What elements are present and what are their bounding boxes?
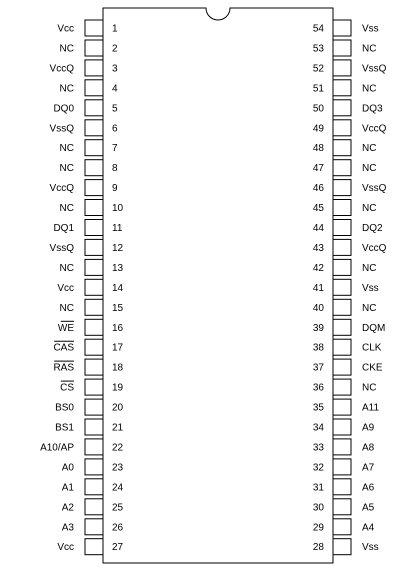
right-pin-name: A7 xyxy=(362,462,375,474)
left-pin-name: VssQ xyxy=(49,123,74,135)
right-pin-number: 28 xyxy=(312,542,324,554)
right-pin-box xyxy=(333,479,351,495)
right-pin-box xyxy=(333,439,351,455)
right-pin-box xyxy=(333,40,351,56)
right-pin-name: DQM xyxy=(362,322,386,334)
right-pin-name: NC xyxy=(362,143,377,155)
right-pin-name: A4 xyxy=(362,522,375,534)
left-pin-box xyxy=(85,499,103,515)
left-pin-name: DQ0 xyxy=(53,103,74,115)
left-pin-number: 22 xyxy=(112,442,124,454)
left-pin-number: 15 xyxy=(112,302,124,314)
right-pin-box xyxy=(333,100,351,116)
right-pin-name: Vss xyxy=(362,542,379,554)
right-pin-box xyxy=(333,499,351,515)
right-pin-box xyxy=(333,419,351,435)
right-pin-number: 51 xyxy=(312,83,324,95)
left-pin-box xyxy=(85,539,103,555)
left-pin-number: 16 xyxy=(112,322,124,334)
left-pin-box xyxy=(85,379,103,395)
left-pin-number: 23 xyxy=(112,462,124,474)
right-pin-number: 49 xyxy=(312,123,324,135)
right-pin-number: 54 xyxy=(312,23,324,35)
right-pin-box xyxy=(333,80,351,96)
left-pin-number: 19 xyxy=(112,382,124,394)
right-pin-box xyxy=(333,379,351,395)
right-pin-box xyxy=(333,359,351,375)
right-pin-box xyxy=(333,160,351,176)
left-pin-name: VssQ xyxy=(49,242,74,254)
left-pin-box xyxy=(85,339,103,355)
left-pin-name: NC xyxy=(59,83,74,95)
right-pin-name: NC xyxy=(362,83,377,95)
right-pin-number: 45 xyxy=(312,203,324,214)
left-pin-name: NC xyxy=(59,143,74,155)
right-pin-name: NC xyxy=(362,203,377,214)
left-pin-box xyxy=(85,180,103,196)
left-pin-number: 17 xyxy=(112,342,124,354)
left-pin-name: RAS xyxy=(53,362,74,374)
left-pin-number: 9 xyxy=(112,183,118,195)
left-pin-name: NC xyxy=(59,43,74,55)
right-pin-number: 46 xyxy=(312,183,324,195)
left-pin-box xyxy=(85,239,103,255)
left-pin-box xyxy=(85,359,103,375)
left-pin-number: 26 xyxy=(112,522,124,534)
right-pin-number: 37 xyxy=(312,362,324,374)
right-pin-name: DQ3 xyxy=(362,103,383,115)
left-pin-number: 12 xyxy=(112,242,124,254)
left-pin-box xyxy=(85,60,103,76)
right-pin-name: Vss xyxy=(362,23,379,35)
right-pin-box xyxy=(333,120,351,136)
left-pin-box xyxy=(85,419,103,435)
left-pin-name: CAS xyxy=(53,342,74,354)
left-pin-name: A1 xyxy=(61,482,74,494)
right-pin-box xyxy=(333,319,351,335)
left-pin-name: NC xyxy=(59,262,74,274)
left-pin-number: 4 xyxy=(112,83,118,95)
right-pin-name: NC xyxy=(362,382,377,394)
right-pin-number: 36 xyxy=(312,382,324,394)
left-pin-number: 14 xyxy=(112,282,124,294)
chip-body xyxy=(103,8,333,563)
left-pin-name: CS xyxy=(60,382,74,394)
left-pin-box xyxy=(85,40,103,56)
right-pin-number: 53 xyxy=(312,43,324,55)
left-pin-number: 25 xyxy=(112,502,124,514)
left-pin-box xyxy=(85,20,103,36)
left-pin-name: A2 xyxy=(61,502,74,514)
right-pin-name: VssQ xyxy=(362,183,387,195)
right-pin-box xyxy=(333,200,351,216)
left-pin-name: NC xyxy=(59,203,74,214)
left-pin-number: 21 xyxy=(112,422,124,434)
left-pin-name: VccQ xyxy=(49,63,74,75)
left-pin-box xyxy=(85,80,103,96)
right-pin-box xyxy=(333,519,351,535)
left-pin-number: 11 xyxy=(112,223,123,234)
left-pin-box xyxy=(85,100,103,116)
left-pin-box xyxy=(85,220,103,236)
right-pin-number: 35 xyxy=(312,402,324,414)
left-pin-box xyxy=(85,259,103,275)
left-pin-number: 13 xyxy=(112,262,124,274)
right-pin-name: A5 xyxy=(362,502,375,514)
left-pin-number: 8 xyxy=(112,163,118,175)
left-pin-box xyxy=(85,319,103,335)
right-pin-number: 31 xyxy=(312,482,324,494)
right-pin-number: 48 xyxy=(312,143,324,155)
left-pin-box xyxy=(85,200,103,216)
left-pin-number: 6 xyxy=(112,123,118,135)
right-pin-number: 33 xyxy=(312,442,324,454)
left-pin-number: 10 xyxy=(112,203,124,214)
left-pin-name: A3 xyxy=(61,522,74,534)
right-pin-box xyxy=(333,60,351,76)
right-pin-name: A9 xyxy=(362,422,375,434)
left-pin-name: NC xyxy=(59,163,74,175)
left-pin-box xyxy=(85,439,103,455)
right-pin-box xyxy=(333,339,351,355)
left-pin-name: Vcc xyxy=(57,23,74,35)
right-pin-box xyxy=(333,259,351,275)
right-pin-name: VssQ xyxy=(362,63,387,75)
right-pin-box xyxy=(333,279,351,295)
left-pin-number: 7 xyxy=(112,143,118,155)
right-pin-box xyxy=(333,220,351,236)
right-pin-number: 42 xyxy=(312,262,324,274)
left-pin-name: BS1 xyxy=(55,422,74,434)
left-pin-number: 18 xyxy=(112,362,124,374)
left-pin-number: 20 xyxy=(112,402,124,414)
left-pin-number: 27 xyxy=(112,542,124,554)
left-pin-number: 3 xyxy=(112,63,118,75)
left-pin-box xyxy=(85,160,103,176)
right-pin-box xyxy=(333,239,351,255)
right-pin-name: CKE xyxy=(362,362,383,374)
right-pin-box xyxy=(333,140,351,156)
right-pin-name: DQ2 xyxy=(362,223,383,234)
left-pin-number: 24 xyxy=(112,482,124,494)
right-pin-number: 43 xyxy=(312,242,324,254)
right-pin-number: 32 xyxy=(312,462,324,474)
left-pin-box xyxy=(85,140,103,156)
left-pin-box xyxy=(85,479,103,495)
right-pin-name: NC xyxy=(362,43,377,55)
left-pin-number: 5 xyxy=(112,103,118,115)
right-pin-box xyxy=(333,399,351,415)
left-pin-box xyxy=(85,459,103,475)
left-pin-name: BS0 xyxy=(55,402,74,414)
right-pin-number: 29 xyxy=(312,522,324,534)
left-pin-name: Vcc xyxy=(57,282,74,294)
right-pin-name: VccQ xyxy=(362,242,387,254)
right-pin-box xyxy=(333,539,351,555)
right-pin-name: Vss xyxy=(362,282,379,294)
right-pin-name: NC xyxy=(362,302,377,314)
left-pin-name: NC xyxy=(59,302,74,314)
right-pin-number: 39 xyxy=(312,322,324,334)
left-pin-name: VccQ xyxy=(49,183,74,195)
right-pin-name: A11 xyxy=(362,402,380,414)
left-pin-box xyxy=(85,519,103,535)
right-pin-number: 40 xyxy=(312,302,324,314)
right-pin-name: NC xyxy=(362,163,377,175)
right-pin-name: NC xyxy=(362,262,377,274)
left-pin-number: 2 xyxy=(112,43,118,55)
right-pin-box xyxy=(333,459,351,475)
right-pin-number: 30 xyxy=(312,502,324,514)
right-pin-box xyxy=(333,20,351,36)
left-pin-name: DQ1 xyxy=(53,223,74,234)
left-pin-box xyxy=(85,279,103,295)
right-pin-number: 41 xyxy=(312,282,324,294)
right-pin-box xyxy=(333,180,351,196)
left-pin-box xyxy=(85,120,103,136)
right-pin-number: 47 xyxy=(312,163,324,175)
left-pin-name: A0 xyxy=(61,462,74,474)
right-pin-name: A8 xyxy=(362,442,375,454)
left-pin-name: Vcc xyxy=(57,542,74,554)
right-pin-number: 50 xyxy=(312,103,324,115)
right-pin-number: 44 xyxy=(312,223,324,234)
left-pin-name: WE xyxy=(57,322,74,334)
right-pin-box xyxy=(333,299,351,315)
left-pin-number: 1 xyxy=(112,23,118,35)
right-pin-number: 38 xyxy=(312,342,324,354)
right-pin-number: 52 xyxy=(312,63,324,75)
right-pin-name: VccQ xyxy=(362,123,387,135)
left-pin-box xyxy=(85,399,103,415)
left-pin-name: A10/AP xyxy=(40,442,74,454)
right-pin-name: A6 xyxy=(362,482,375,494)
left-pin-box xyxy=(85,299,103,315)
right-pin-name: CLK xyxy=(362,342,382,354)
right-pin-number: 34 xyxy=(312,422,324,434)
